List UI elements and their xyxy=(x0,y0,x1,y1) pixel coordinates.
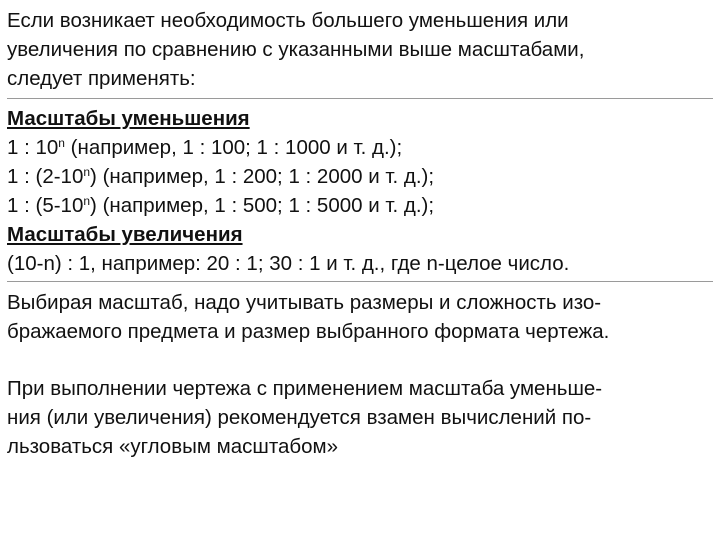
paragraph-line: бражаемого предмета и размер выбранного формата чертежа. xyxy=(7,320,610,343)
reduction-heading: Масштабы уменьшения xyxy=(7,107,250,130)
scale-choice-paragraph xyxy=(7,288,717,346)
divider xyxy=(7,98,713,99)
enlargement-line: (10-n) : 1, например: 20 : 1; 30 : 1 и т. д., где n-целое число. xyxy=(7,252,570,275)
reduction-line: 1 : (2-10$^n$) (например, 1 : 200; 1 : 2000 и т. д.); xyxy=(7,165,435,188)
paragraph-line: При выполнении чертежа с применением масштаба уменьше- xyxy=(7,377,603,400)
intro-line: увеличения по сравнению с указанными выше масштабами, xyxy=(7,38,585,61)
paragraph-line: льзоваться «угловым масштабом» xyxy=(7,435,339,458)
reduction-line: 1 : 10$^n$ (например, 1 : 100; 1 : 1000 и т. д.); xyxy=(7,136,403,159)
scales-section xyxy=(7,104,717,278)
paragraph-line: ния (или увеличения) рекомендуется взамен вычислений по- xyxy=(7,406,592,429)
divider xyxy=(7,281,713,282)
intro-paragraph xyxy=(7,6,717,93)
reduction-line: 1 : (5-10$^n$) (например, 1 : 500; 1 : 5000 и т. д.); xyxy=(7,194,435,217)
intro-line: следует применять: xyxy=(7,67,196,90)
intro-line: Если возникает необходимость большего уменьшения или xyxy=(7,9,569,32)
enlargement-heading: Масштабы увеличения xyxy=(7,223,243,246)
angular-scale-paragraph xyxy=(7,374,717,461)
paragraph-line: Выбирая масштаб, надо учитывать размеры и сложность изо- xyxy=(7,291,602,314)
